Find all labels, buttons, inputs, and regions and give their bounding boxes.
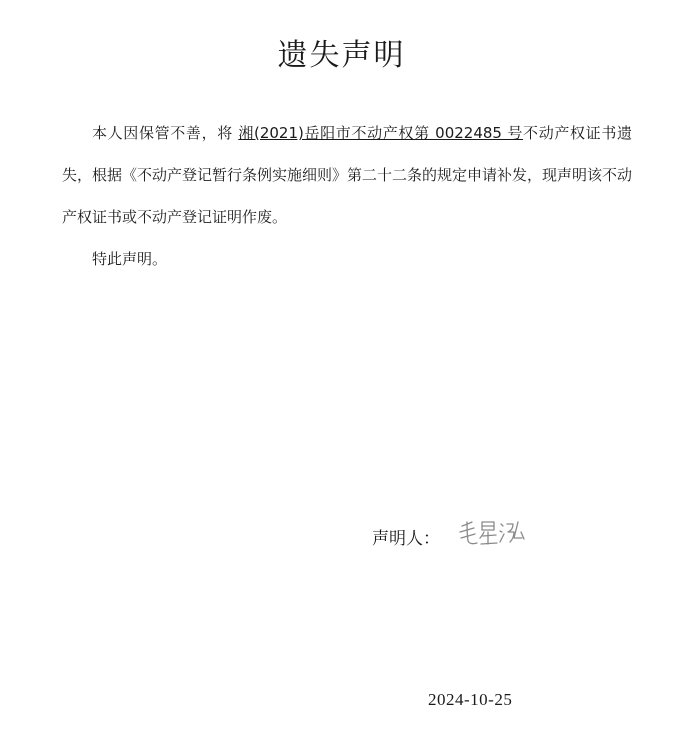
statement-paragraph (62, 112, 632, 238)
statement-body (62, 112, 632, 280)
signature-image (458, 516, 528, 552)
document-title: 遗失声明 (277, 38, 406, 73)
statement-text-after: 不动产权证书遗失，根据《不动产登记暂行条例实施细则》第二十二条的规定申请补发，现声明该不动产权证书或不动产登记证明作废。 (62, 124, 633, 226)
statement-date: 2024-10-25 (428, 690, 513, 709)
statement-text-before: 本人因保管不善，将 (92, 124, 239, 142)
signer-label: 声明人： (372, 529, 440, 549)
closing-line: 特此声明。 (92, 250, 168, 268)
certificate-number: 湘(2021)岳阳市不动产权第 0022485 号 (238, 124, 524, 142)
handwritten-signature (458, 516, 528, 556)
